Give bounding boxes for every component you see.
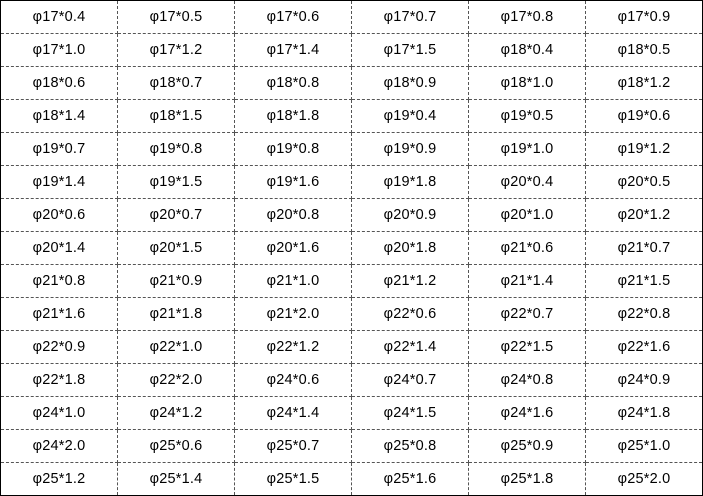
table-cell: φ19*0.4 <box>352 100 469 133</box>
table-cell: φ20*0.8 <box>235 199 352 232</box>
table-cell: φ18*1.8 <box>235 100 352 133</box>
table-cell: φ22*1.8 <box>1 364 118 397</box>
table-cell: φ19*1.6 <box>235 166 352 199</box>
table-cell: φ18*1.4 <box>1 100 118 133</box>
table-cell: φ25*0.7 <box>235 430 352 463</box>
table-cell: φ25*0.9 <box>469 430 586 463</box>
table-cell: φ21*0.8 <box>1 265 118 298</box>
table-cell: φ21*1.8 <box>118 298 235 331</box>
table-cell: φ17*0.7 <box>352 1 469 34</box>
table-cell: φ25*1.8 <box>469 463 586 496</box>
table-cell: φ22*0.9 <box>1 331 118 364</box>
table-cell: φ21*2.0 <box>235 298 352 331</box>
table-cell: φ19*1.8 <box>352 166 469 199</box>
table-body <box>1 1 703 496</box>
table-cell: φ18*1.2 <box>586 67 703 100</box>
table-cell: φ25*1.2 <box>1 463 118 496</box>
table-cell: φ22*0.8 <box>586 298 703 331</box>
table-cell: φ21*1.6 <box>1 298 118 331</box>
table-cell: φ24*1.0 <box>1 397 118 430</box>
table-cell: φ18*0.5 <box>586 34 703 67</box>
table-cell: φ22*1.0 <box>118 331 235 364</box>
table-cell: φ21*1.4 <box>469 265 586 298</box>
table-cell: φ17*1.2 <box>118 34 235 67</box>
table-row <box>1 430 703 463</box>
table-cell: φ18*1.0 <box>469 67 586 100</box>
table-cell: φ19*1.5 <box>118 166 235 199</box>
table-cell: φ19*0.5 <box>469 100 586 133</box>
table-cell: φ21*0.7 <box>586 232 703 265</box>
table-cell: φ22*0.6 <box>352 298 469 331</box>
table-cell: φ24*0.7 <box>352 364 469 397</box>
table-cell: φ19*0.8 <box>235 133 352 166</box>
table-row <box>1 133 703 166</box>
table-cell: φ20*0.9 <box>352 199 469 232</box>
table-cell: φ24*1.6 <box>469 397 586 430</box>
table-cell: φ24*1.5 <box>352 397 469 430</box>
table-cell: φ24*0.8 <box>469 364 586 397</box>
table-cell: φ21*1.5 <box>586 265 703 298</box>
table-cell: φ17*0.9 <box>586 1 703 34</box>
table-cell: φ17*1.4 <box>235 34 352 67</box>
table-cell: φ18*0.4 <box>469 34 586 67</box>
table-cell: φ17*0.4 <box>1 1 118 34</box>
table-cell: φ19*0.6 <box>586 100 703 133</box>
table-row <box>1 265 703 298</box>
table-cell: φ21*1.0 <box>235 265 352 298</box>
table-row <box>1 100 703 133</box>
table-cell: φ21*0.9 <box>118 265 235 298</box>
table-row <box>1 364 703 397</box>
table-row <box>1 331 703 364</box>
table-cell: φ20*0.6 <box>1 199 118 232</box>
table-cell: φ22*1.2 <box>235 331 352 364</box>
table-cell: φ20*0.5 <box>586 166 703 199</box>
table-cell: φ20*1.6 <box>235 232 352 265</box>
table-cell: φ20*1.4 <box>1 232 118 265</box>
table-cell: φ17*1.5 <box>352 34 469 67</box>
table-cell: φ25*1.5 <box>235 463 352 496</box>
table-cell: φ18*0.9 <box>352 67 469 100</box>
table-cell: φ22*1.6 <box>586 331 703 364</box>
table-cell: φ24*2.0 <box>1 430 118 463</box>
table-cell: φ20*1.5 <box>118 232 235 265</box>
table-cell: φ22*0.7 <box>469 298 586 331</box>
table-row <box>1 463 703 496</box>
table-cell: φ25*0.8 <box>352 430 469 463</box>
table-cell: φ18*1.5 <box>118 100 235 133</box>
table-cell: φ24*0.9 <box>586 364 703 397</box>
table-cell: φ17*0.8 <box>469 1 586 34</box>
table-cell: φ24*1.4 <box>235 397 352 430</box>
table-cell: φ21*0.6 <box>469 232 586 265</box>
table-cell: φ24*1.2 <box>118 397 235 430</box>
table-cell: φ17*1.0 <box>1 34 118 67</box>
table-cell: φ19*1.0 <box>469 133 586 166</box>
table-cell: φ19*0.9 <box>352 133 469 166</box>
table-cell: φ21*1.2 <box>352 265 469 298</box>
table-cell: φ19*1.4 <box>1 166 118 199</box>
table-cell: φ24*0.6 <box>235 364 352 397</box>
table-cell: φ19*1.2 <box>586 133 703 166</box>
table-row <box>1 397 703 430</box>
table-cell: φ22*2.0 <box>118 364 235 397</box>
table-cell: φ25*0.6 <box>118 430 235 463</box>
table-cell: φ22*1.5 <box>469 331 586 364</box>
table-cell: φ19*0.8 <box>118 133 235 166</box>
table-cell: φ20*1.8 <box>352 232 469 265</box>
table-row <box>1 199 703 232</box>
table-cell: φ18*0.7 <box>118 67 235 100</box>
table-cell: φ20*1.0 <box>469 199 586 232</box>
table-cell: φ18*0.8 <box>235 67 352 100</box>
table-row <box>1 232 703 265</box>
table-cell: φ25*2.0 <box>617 471 671 487</box>
table-cell: φ20*0.4 <box>469 166 586 199</box>
table-cell: φ20*0.7 <box>118 199 235 232</box>
table-cell: φ17*0.6 <box>235 1 352 34</box>
table-row <box>1 1 703 34</box>
table-cell: φ19*0.7 <box>1 133 118 166</box>
table-row <box>1 166 703 199</box>
table-row <box>1 34 703 67</box>
table-cell: φ25*1.6 <box>352 463 469 496</box>
table-row <box>1 298 703 331</box>
table-cell: φ18*0.6 <box>1 67 118 100</box>
table-cell: φ22*1.4 <box>352 331 469 364</box>
table-cell: φ24*1.8 <box>586 397 703 430</box>
table-row <box>1 67 703 100</box>
table-cell: φ17*0.5 <box>118 1 235 34</box>
table-cell: φ25*1.0 <box>586 430 703 463</box>
table-cell: φ25*1.4 <box>118 463 235 496</box>
table-cell: φ20*1.2 <box>586 199 703 232</box>
